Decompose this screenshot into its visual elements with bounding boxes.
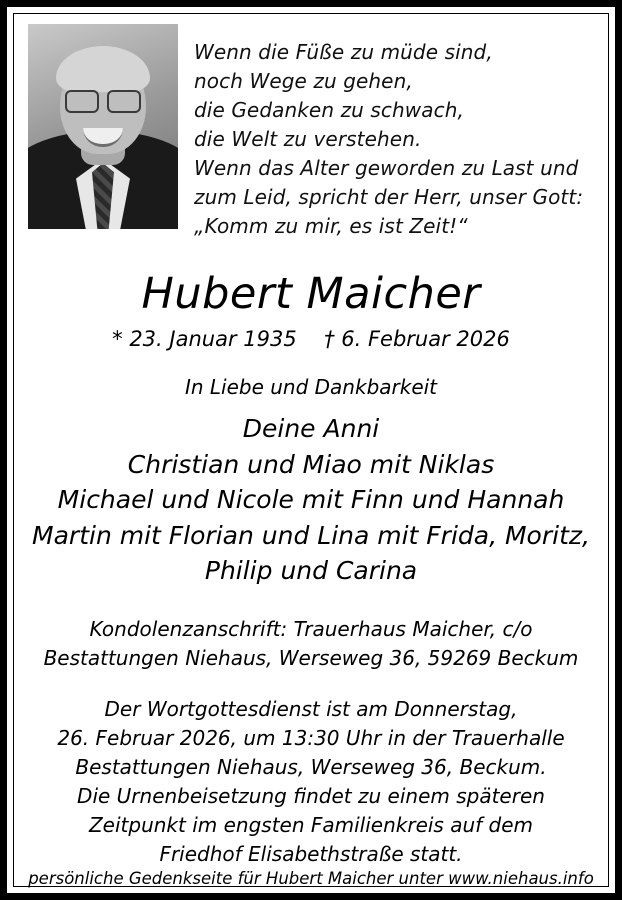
service-line: Der Wortgottesdienst ist am Donnerstag, [104, 696, 518, 721]
condolence-address [28, 615, 594, 673]
family-line: Martin mit Florian und Lina mit Frida, Moritz, [32, 520, 590, 550]
family-line: Christian und Miao mit Niklas [127, 449, 495, 479]
memorial-page-note: persönliche Gedenkseite für Hubert Maicher unter www.niehaus.info [28, 868, 594, 888]
glasses-icon [63, 90, 143, 110]
portrait-photo [28, 24, 178, 229]
deceased-name: Hubert Maicher [141, 269, 481, 319]
poem-text [194, 24, 594, 241]
dedication-text: In Liebe und Dankbarkeit [184, 375, 438, 399]
death-date: † 6. Februar 2026 [324, 327, 510, 351]
service-details [28, 695, 594, 869]
family-line: Philip und Carina [204, 556, 418, 585]
poem-line: die Gedanken zu schwach, [194, 98, 464, 122]
poem-line: zum Leid, spricht der Herr, unser Gott: [194, 185, 584, 209]
life-dates [28, 327, 594, 351]
condolence-line: Bestattungen Niehaus, Werseweg 36, 59269 Beckum [43, 645, 579, 670]
poem-line: Wenn die Füße zu müde sind, [194, 40, 493, 64]
poem-line: die Welt zu verstehen. [194, 127, 422, 151]
poem-line: noch Wege zu gehen, [194, 69, 413, 93]
obituary-inner-frame [13, 13, 609, 887]
family-list [28, 411, 594, 589]
service-line: Bestattungen Niehaus, Werseweg 36, Beckum. [75, 754, 547, 779]
service-line: Zeitpunkt im engsten Familienkreis auf dem [88, 812, 534, 837]
service-line: 26. Februar 2026, um 13:30 Uhr in der Trauerhalle [57, 725, 565, 750]
service-line: Die Urnenbeisetzung findet zu einem späteren [77, 783, 545, 808]
poem-line: „Komm zu mir, es ist Zeit!“ [194, 214, 468, 238]
header-block [28, 24, 594, 241]
condolence-line: Kondolenzanschrift: Trauerhaus Maicher, c/o [89, 616, 533, 641]
birth-date: * 23. Januar 1935 [112, 327, 297, 351]
family-line: Michael und Nicole mit Finn und Hannah [57, 485, 565, 514]
family-line: Deine Anni [242, 414, 380, 443]
service-line: Friedhof Elisabethstraße statt. [159, 841, 463, 866]
poem-line: Wenn das Alter geworden zu Last und [194, 156, 579, 180]
